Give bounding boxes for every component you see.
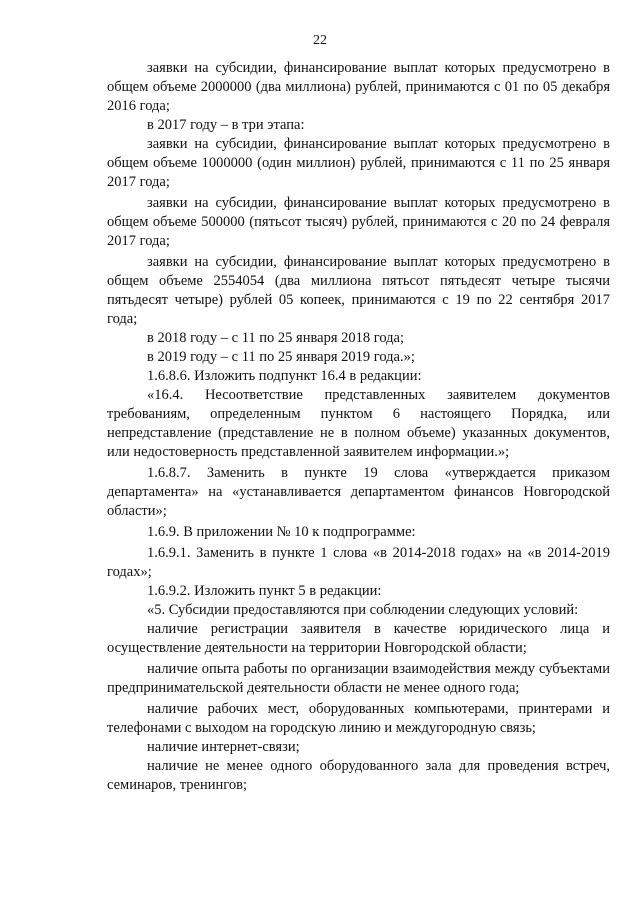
paragraph-2017-september-applications: заявки на субсидии, финансирование выплат которых предусмотрено в общем объеме 2554054 (два миллиона пятьсот пятьдесят четыре тысячи пятьдесят четыре) рублей 05 копеек, принимаются с 19 по 22 сентября 2017 года; (107, 254, 610, 327)
paragraph-item-1-6-9-2: 1.6.9.2. Изложить пункт 5 в редакции: (147, 583, 382, 599)
paragraph-item-1-6-8-7: 1.6.8.7. Заменить в пункте 19 слова «утверждается приказом департамента» на «устанавливается департаментом финансов Новгородской области»; (107, 465, 610, 519)
paragraph-2018-january: в 2018 году – с 11 по 25 января 2018 года; (147, 330, 404, 346)
paragraph-item-5-conditions: «5. Субсидии предоставляются при соблюдении следующих условий: (147, 602, 579, 618)
paragraph-item-16-4: «16.4. Несоответствие представленных заявителем документов требованиям, определенным пунктом 6 настоящего Порядка, или непредставление (представление не в полном объеме) указанных документов, или недостоверность представленной заявителем информации.»; (107, 387, 610, 460)
paragraph-condition-experience: наличие опыта работы по организации взаимодействия между субъектами предпринимательской деятельности области не менее одного года; (107, 661, 610, 696)
paragraph-2016-dec-applications: заявки на субсидии, финансирование выплат которых предусмотрено в общем объеме 2000000 (два миллиона) рублей, принимаются с 01 по 05 декабря 2016 года; (107, 60, 610, 114)
paragraph-item-1-6-9: 1.6.9. В приложении № 10 к подпрограмме: (147, 524, 416, 540)
paragraph-condition-registration: наличие регистрации заявителя в качестве юридического лица и осуществление деятельности на территории Новгородской области; (107, 621, 610, 656)
paragraph-condition-hall: наличие не менее одного оборудованного зала для проведения встреч, семинаров, тренингов; (107, 758, 610, 793)
paragraph-item-1-6-9-1: 1.6.9.1. Заменить в пункте 1 слова «в 2014-2018 годах» на «в 2014-2019 годах»; (107, 545, 610, 580)
paragraph-2017-february-applications: заявки на субсидии, финансирование выплат которых предусмотрено в общем объеме 500000 (пятьсот тысяч) рублей, принимаются с 20 по 24 февраля 2017 года; (107, 195, 610, 249)
paragraph-2017-january-applications: заявки на субсидии, финансирование выплат которых предусмотрено в общем объеме 1000000 (один миллион) рублей, принимаются с 11 по 25 января 2017 года; (107, 136, 610, 190)
document-body (107, 59, 610, 795)
paragraph-condition-workplaces: наличие рабочих мест, оборудованных компьютерами, принтерами и телефонами с выходом на городскую линию и междугородную связь; (107, 701, 610, 736)
paragraph-item-1-6-8-6: 1.6.8.6. Изложить подпункт 16.4 в редакции: (147, 368, 422, 384)
page-number: 22 (313, 33, 327, 48)
paragraph-2017-three-stages: в 2017 году – в три этапа: (147, 117, 305, 133)
paragraph-2019-january: в 2019 году – с 11 по 25 января 2019 года.»; (147, 349, 415, 365)
paragraph-condition-internet: наличие интернет-связи; (147, 739, 300, 755)
